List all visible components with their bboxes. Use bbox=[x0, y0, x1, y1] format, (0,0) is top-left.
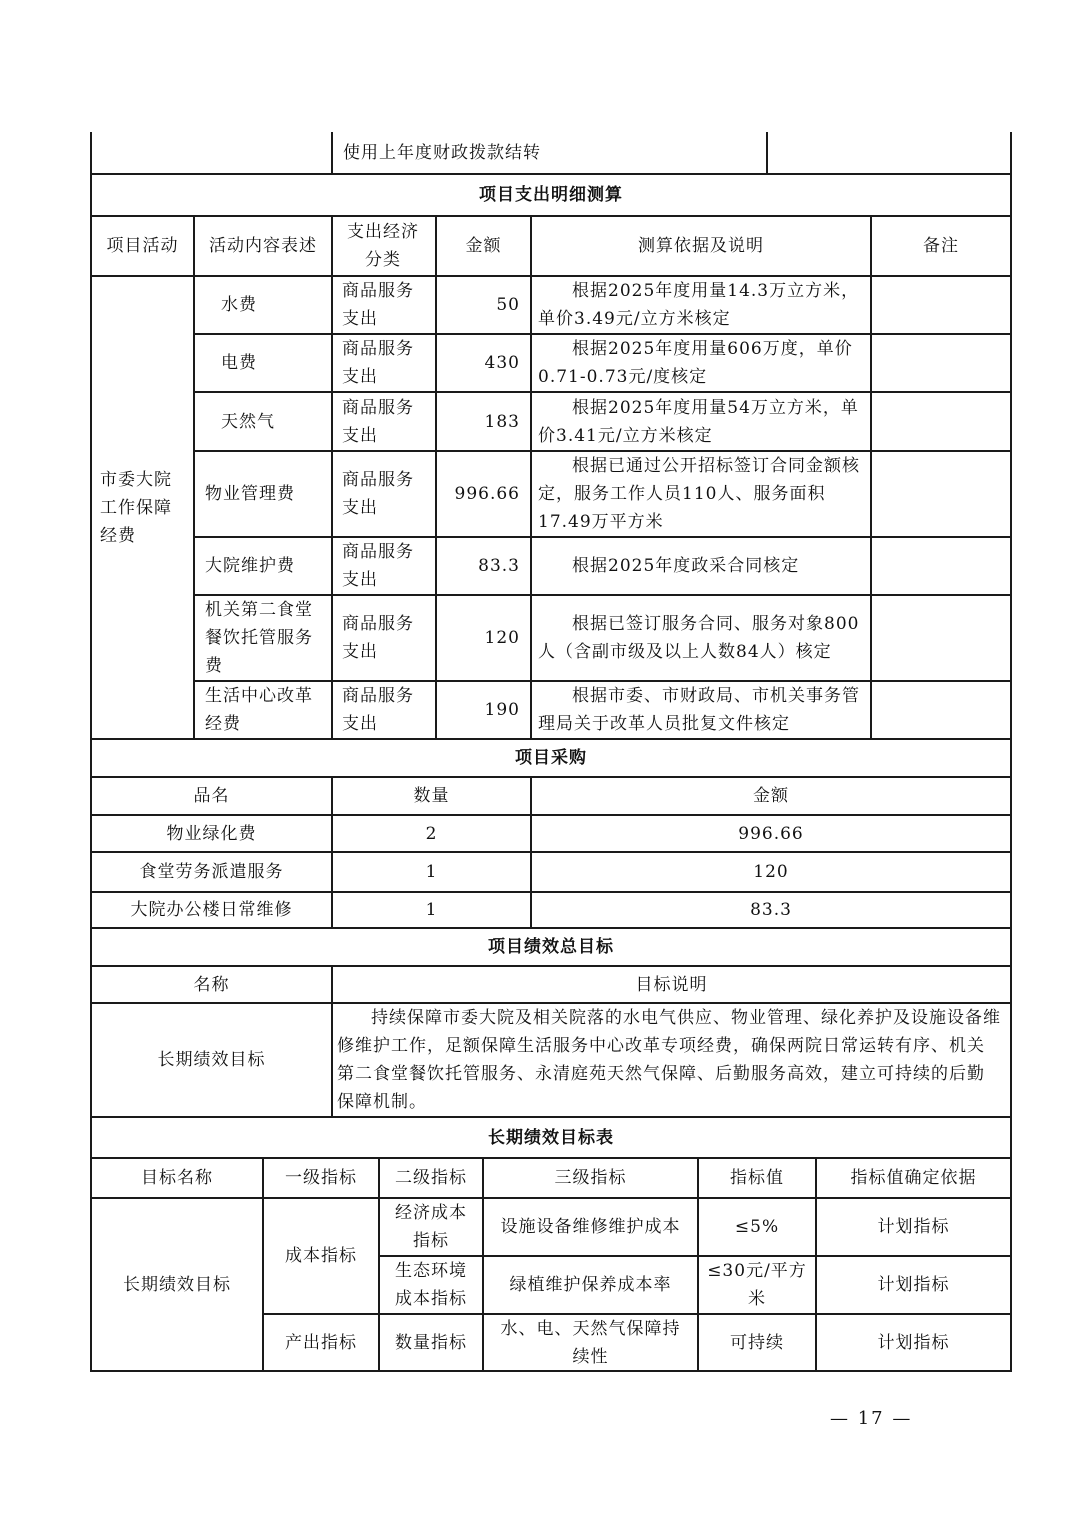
expense-content-4: 大院维护费 bbox=[205, 556, 295, 576]
procurement-amount-2: 83.3 bbox=[750, 900, 792, 920]
indicator-header-value: 指标值 bbox=[730, 1168, 784, 1188]
expense-amount-2: 183 bbox=[484, 411, 520, 432]
expense-basis-1: 根据2025年度用量606万度，单价0.71-0.73元/度核定 bbox=[538, 339, 853, 387]
expense-remark-4 bbox=[872, 538, 1010, 594]
indicator-header-goal: 目标名称 bbox=[141, 1168, 213, 1188]
header-remark: 备注 bbox=[923, 236, 959, 256]
expense-content-1: 电费 bbox=[221, 353, 257, 373]
procurement-header-amount: 金额 bbox=[753, 786, 789, 806]
expense-basis-6: 根据市委、市财政局、市机关事务管理局关于改革人员批复文件核定 bbox=[538, 686, 860, 734]
expense-basis-0: 根据2025年度用量14.3万立方米，单价3.49元/立方米核定 bbox=[538, 281, 860, 329]
header-basis: 测算依据及说明 bbox=[638, 236, 764, 256]
expense-amount-5: 120 bbox=[484, 628, 520, 648]
indicator-l2-1: 生态环境成本指标 bbox=[395, 1261, 467, 1309]
indicator-basis-1: 计划指标 bbox=[877, 1275, 950, 1295]
page-number: — 17 — bbox=[830, 1408, 913, 1429]
expense-content-6: 生活中心改革经费 bbox=[205, 686, 313, 734]
expense-amount-1: 430 bbox=[484, 353, 520, 373]
expense-remark-6 bbox=[872, 682, 1010, 738]
expense-category-6: 商品服务支出 bbox=[342, 686, 414, 734]
expense-content-0: 水费 bbox=[221, 295, 257, 315]
procurement-amount-0: 996.66 bbox=[738, 823, 804, 844]
procurement-qty-2: 1 bbox=[425, 900, 438, 920]
expense-remark-0 bbox=[872, 277, 1010, 333]
expense-content-3: 物业管理费 bbox=[205, 484, 295, 504]
header-content: 活动内容表述 bbox=[209, 236, 317, 256]
indicator-l2-0: 经济成本指标 bbox=[395, 1203, 467, 1251]
expense-content-2: 天然气 bbox=[221, 411, 275, 432]
procurement-name-2: 大院办公楼日常维修 bbox=[130, 900, 293, 920]
expense-remark-1 bbox=[872, 335, 1010, 391]
header-activity: 项目活动 bbox=[106, 236, 179, 256]
expense-category-4: 商品服务支出 bbox=[342, 542, 414, 590]
indicator-header-l1: 一级指标 bbox=[285, 1168, 357, 1188]
indicator-basis-0: 计划指标 bbox=[877, 1217, 950, 1237]
goal-header-desc: 目标说明 bbox=[635, 974, 708, 995]
activity-name: 市委大院工作保障经费 bbox=[100, 469, 172, 546]
indicator-goal-name: 长期绩效目标 bbox=[123, 1274, 231, 1295]
expense-remark-3 bbox=[872, 452, 1010, 536]
expense-category-5: 商品服务支出 bbox=[342, 614, 414, 662]
procurement-qty-1: 1 bbox=[425, 862, 438, 882]
indicator-value-2: 可持续 bbox=[730, 1332, 784, 1353]
expense-basis-2: 根据2025年度用量54万立方米，单价3.41元/立方米核定 bbox=[538, 397, 859, 446]
expense-category-3: 商品服务支出 bbox=[342, 470, 414, 518]
goal-header-name: 名称 bbox=[193, 974, 230, 995]
indicator-header-basis: 指标值确定依据 bbox=[850, 1168, 977, 1188]
procurement-qty-0: 2 bbox=[425, 823, 438, 844]
carryover-text: 使用上年度财政拨款结转 bbox=[343, 142, 541, 163]
goal-row-desc: 持续保障市委大院及相关院落的水电气供应、物业管理、绿化养护及设施设备维修维护工作，足额保障生活服务中心改革专项经费，确保两院日常运转有序、机关第二食堂餐饮托管服务、永清庭苑天然气保障、后勤服务高效，建立可持续的后勤保障机制。 bbox=[337, 1008, 1001, 1112]
expense-remark-2 bbox=[872, 393, 1010, 450]
expense-basis-5: 根据已签订服务合同、服务对象800人（含副市级及以上人数84人）核定 bbox=[538, 614, 860, 662]
expense-amount-0: 50 bbox=[496, 295, 520, 315]
expense-section-title: 项目支出明细测算 bbox=[479, 185, 623, 205]
expense-amount-3: 996.66 bbox=[454, 484, 520, 504]
expense-amount-4: 83.3 bbox=[478, 556, 520, 576]
expense-basis-3: 根据已通过公开招标签订合同金额核定，服务工作人员110人、服务面积17.49万平方米 bbox=[538, 456, 860, 532]
procurement-header-qty: 数量 bbox=[413, 786, 450, 806]
indicator-basis-2: 计划指标 bbox=[877, 1332, 950, 1353]
expense-remark-5 bbox=[872, 596, 1010, 680]
indicator-value-1: ≤30元/平方米 bbox=[707, 1261, 807, 1309]
indicator-cost-group: 成本指标 bbox=[285, 1246, 357, 1266]
header-category: 支出经济分类 bbox=[347, 222, 419, 270]
indicator-output-group: 产出指标 bbox=[285, 1332, 357, 1353]
indicator-header-l2: 二级指标 bbox=[395, 1168, 467, 1188]
expense-category-0: 商品服务支出 bbox=[342, 281, 414, 329]
indicator-section-title: 长期绩效目标表 bbox=[488, 1127, 614, 1148]
procurement-amount-1: 120 bbox=[753, 862, 789, 882]
indicator-l3-2: 水、电、天然气保障持续性 bbox=[500, 1318, 681, 1367]
expense-content-5: 机关第二食堂餐饮托管服务费 bbox=[205, 600, 313, 676]
expense-basis-4: 根据2025年度政采合同核定 bbox=[572, 556, 800, 576]
indicator-header-l3: 三级指标 bbox=[554, 1168, 627, 1188]
indicator-l3-0: 设施设备维修维护成本 bbox=[500, 1217, 681, 1237]
expense-category-1: 商品服务支出 bbox=[342, 339, 414, 387]
expense-amount-6: 190 bbox=[484, 700, 520, 720]
indicator-l2-2: 数量指标 bbox=[395, 1332, 467, 1353]
indicator-value-0: ≤5% bbox=[734, 1217, 780, 1237]
procurement-name-0: 物业绿化费 bbox=[166, 823, 257, 844]
goal-section-title: 项目绩效总目标 bbox=[488, 937, 614, 957]
procurement-name-1: 食堂劳务派遣服务 bbox=[139, 862, 284, 882]
procurement-section-title: 项目采购 bbox=[515, 748, 587, 768]
header-amount: 金额 bbox=[465, 236, 502, 256]
indicator-l3-1: 绿植维护保养成本率 bbox=[509, 1275, 672, 1295]
procurement-header-name: 品名 bbox=[193, 786, 230, 806]
expense-category-2: 商品服务支出 bbox=[342, 397, 414, 446]
goal-row-name: 长期绩效目标 bbox=[157, 1050, 266, 1070]
